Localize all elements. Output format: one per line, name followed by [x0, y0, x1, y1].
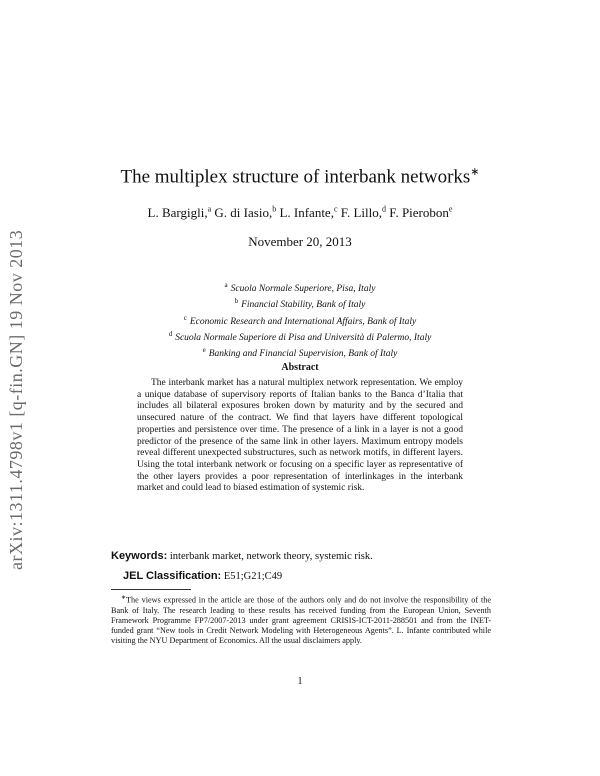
abstract-heading: Abstract: [281, 362, 319, 373]
paper-title: [0, 165, 600, 188]
jel-text: E51;G21;C49: [223, 571, 283, 582]
abstract-body: [137, 378, 463, 495]
title-footnote-mark[interactable]: ∗: [470, 166, 480, 178]
jel-line: [123, 570, 282, 582]
footnote-text: The views expressed in the article are those of the authors only and do not involve the responsibility of the Bank of Italy. The research leading to these results has received funding from the European Union, Seventh Framework Programme FP7/2007-2013 under grant agreement CRISIS-ICT-2011-288501 and from the INET-funded grant “New tools in Credit Network Modeling with Heterogeneous Agents”. L. Infante contributed while visiting the NYU Department of Economics. All the usual disclaimers apply.: [111, 595, 491, 646]
keywords-label: Keywords:: [111, 550, 168, 562]
arxiv-stamp[interactable]: arXiv:1311.4798v1 [q-fin.GN] 19 Nov 2013: [6, 229, 26, 570]
author-list: [0, 205, 600, 221]
footnote-mark: ∗: [121, 595, 127, 601]
affiliation: $^b$ Financial Stability, Bank of Italy: [234, 297, 366, 311]
author: L. Infante,$^c$: [279, 205, 338, 221]
affiliation: $^a$ Scuola Normale Superiore, Pisa, Italy: [224, 281, 376, 295]
page-number: 1: [297, 676, 303, 687]
paper-title-text: The multiplex structure of interbank networks: [120, 166, 471, 188]
author: F. Lillo,$^d$: [340, 205, 386, 221]
affiliation: $^d$ Scuola Normale Superiore di Pisa and Università di Palermo, Italy: [168, 330, 432, 344]
keywords-text: interbank market, network theory, systemic risk.: [169, 551, 373, 562]
abstract-paragraph: The interbank market has a natural multiplex network representation. We employ a unique database of supervisory reports of Italian banks to the Banca d’Italia that includes all bilateral exposures broken down by maturity and by the secured and unsecured nature of the contract. We find that layers have different topological properties and persistence over time. The presence of a link in a layer is not a good predictor of the presence of the same link in other layers. Maximum entropy models reveal different unexpected substructures, such as network motifs, in different layers. Using the total interbank network or focusing on a specific layer as representative of the other layers provides a poor representation of interlinkages in the interbank market and could lead to biased estimation of systemic risk.: [137, 378, 463, 494]
paper-date: November 20, 2013: [248, 234, 352, 249]
jel-label: JEL Classification:: [123, 570, 222, 582]
author: F. Pierobon$^e$: [389, 205, 453, 221]
footnote-rule: [111, 589, 191, 590]
affiliation-list: [0, 279, 600, 361]
affiliation: $^c$ Economic Research and International Affairs, Bank of Italy: [183, 313, 417, 327]
keywords-line: [111, 550, 373, 562]
author: G. di Iasio,$^b$: [214, 205, 277, 221]
author: L. Bargigli,$^a$: [147, 205, 212, 221]
footnote: [111, 593, 491, 646]
footnote-paragraph: [111, 593, 491, 646]
affiliation: $^e$ Banking and Financial Supervision, Bank of Italy: [202, 346, 398, 360]
